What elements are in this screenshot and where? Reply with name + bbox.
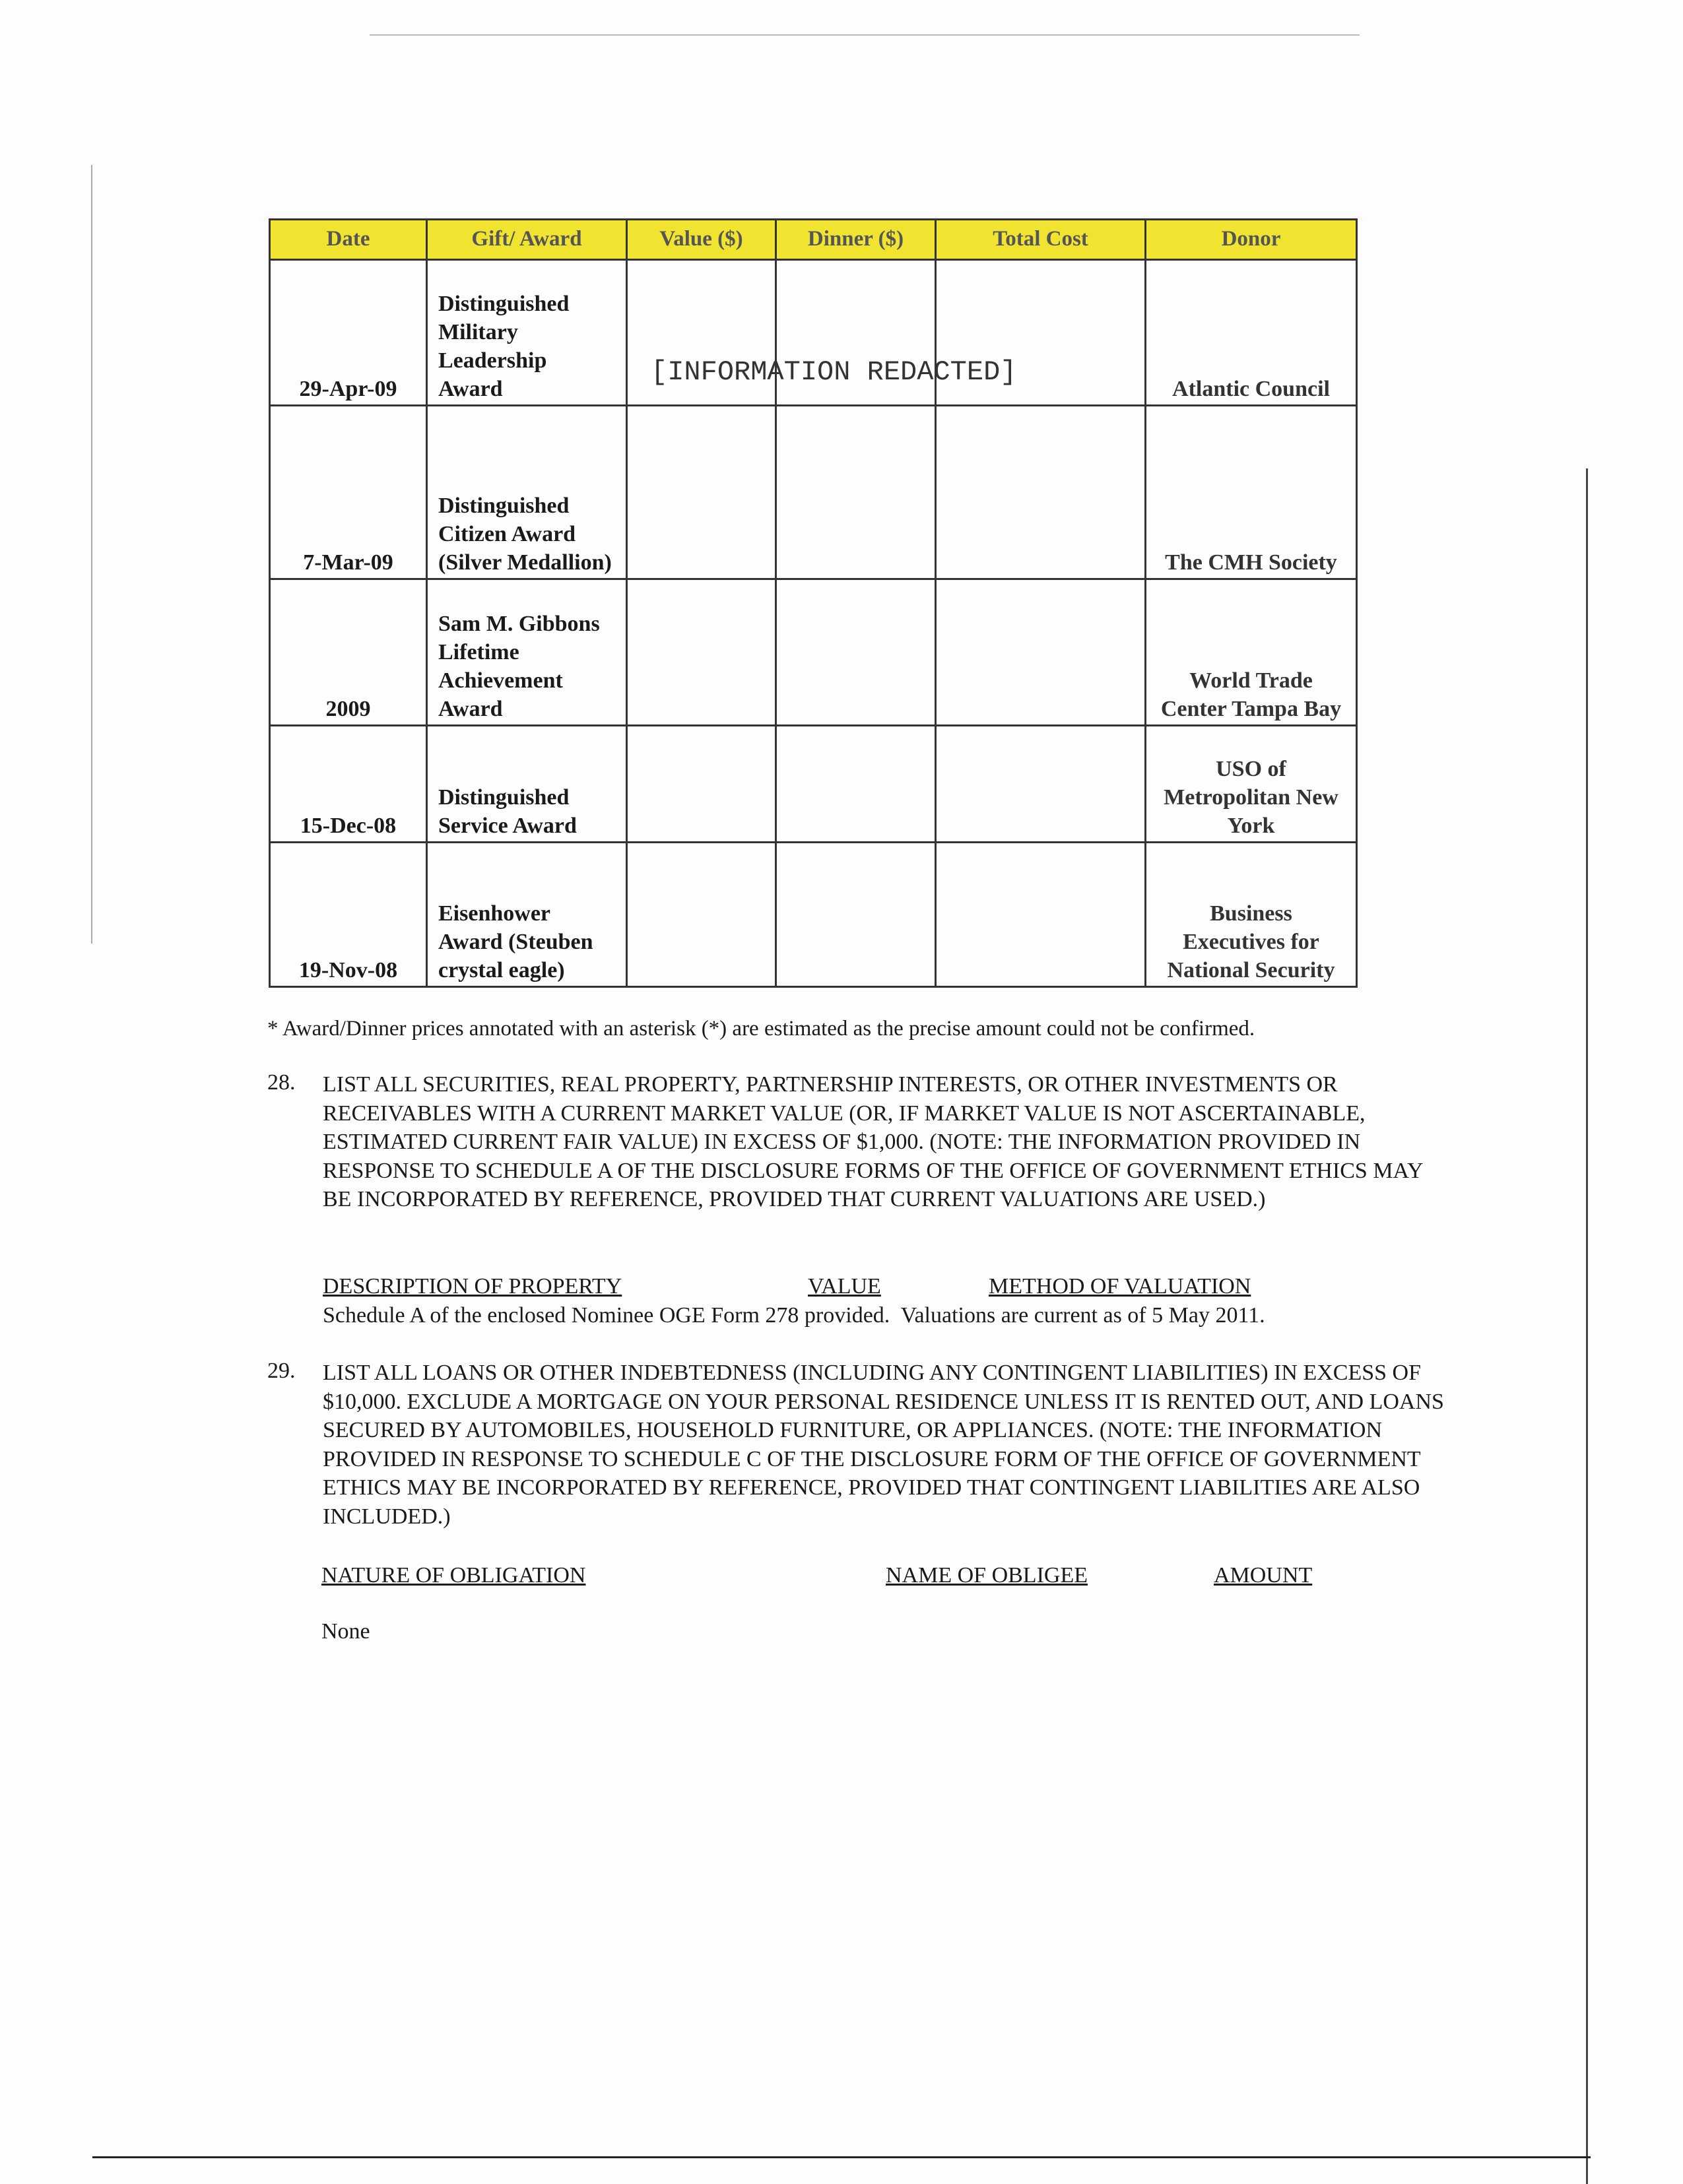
q28-answer: Schedule A of the enclosed Nominee OGE Form 278 provided. Valuations are current as of 5 May 2011. xyxy=(323,1303,1265,1328)
date-cell: 2009 xyxy=(270,579,427,726)
award-cell: Distinguished Citizen Award (Silver Medallion) xyxy=(427,406,627,579)
donor-cell: Atlantic Council xyxy=(1146,260,1357,406)
donor-cell: The CMH Society xyxy=(1146,406,1357,579)
q29-answer: None xyxy=(321,1619,370,1644)
footnote: * Award/Dinner prices annotated with an asterisk (*) are estimated as the precise amount could not be confirmed. xyxy=(267,1017,1255,1041)
q29-text: LIST ALL LOANS OR OTHER INDEBTEDNESS (INCLUDING ANY CONTINGENT LIABILITIES) IN EXCESS OF $10,000. EXCLUDE A MORTGAGE ON YOUR PERSONAL RESIDENCE UNLESS IT IS RENTED OUT, AND LOANS SECURED BY AUTOMOBILES, HOUSEHOLD FURNITURE, OR APPLIANCES. (NOTE: THE INFORMATION PROVIDED IN RESPONSE TO SCHEDULE C OF THE DISCLOSURE FORM OF THE OFFICE OF GOVERNMENT ETHICS MAY BE INCORPORATED BY REFERENCE, PROVIDED THAT CONTINGENT LIABILITIES ARE ALSO INCLUDED.) xyxy=(323,1361,1444,1529)
table-row xyxy=(270,843,1357,987)
award-cell: Sam M. Gibbons Lifetime Achievement Award xyxy=(427,579,627,726)
bottom-scan-line xyxy=(92,2156,1591,2158)
q29-col-nature: NATURE OF OBLIGATION xyxy=(321,1563,586,1588)
header-gift-award: Gift/ Award xyxy=(427,220,627,260)
top-scan-line xyxy=(370,34,1360,36)
donor-cell: USO of Metropolitan New York xyxy=(1146,726,1357,843)
date-cell: 15-Dec-08 xyxy=(270,726,427,843)
q29-col-obligee: NAME OF OBLIGEE xyxy=(886,1563,1088,1588)
date-cell: 29-Apr-09 xyxy=(270,260,427,406)
redaction-label: [INFORMATION REDACTED] xyxy=(651,356,1017,388)
q28-text: LIST ALL SECURITIES, REAL PROPERTY, PARTNERSHIP INTERESTS, OR OTHER INVESTMENTS OR RECEIVABLES WITH A CURRENT MARKET VALUE (OR, IF MARKET VALUE IS NOT ASCERTAINABLE, ESTIMATED CURRENT FAIR VALUE) IN EXCESS OF $1,000. (NOTE: THE INFORMATION PROVIDED IN RESPONSE TO SCHEDULE A OF THE DISCLOSURE FORMS OF THE OFFICE OF GOVERNMENT ETHICS MAY BE INCORPORATED BY REFERENCE, PROVIDED THAT CURRENT VALUATIONS ARE USED.) xyxy=(323,1072,1423,1211)
header-dinner: Dinner ($) xyxy=(776,220,936,260)
q29-col-amount: AMOUNT xyxy=(1214,1563,1313,1588)
header-date: Date xyxy=(270,220,427,260)
header-donor: Donor xyxy=(1146,220,1357,260)
q28-col-method: METHOD OF VALUATION xyxy=(989,1274,1251,1299)
q28-col-value: VALUE xyxy=(808,1274,881,1299)
date-cell: 7-Mar-09 xyxy=(270,406,427,579)
date-cell: 19-Nov-08 xyxy=(270,843,427,987)
table-row xyxy=(270,726,1357,843)
gifts-awards-table xyxy=(269,218,1358,988)
table-row xyxy=(270,406,1357,579)
donor-cell: World Trade Center Tampa Bay xyxy=(1146,579,1357,726)
donor-cell: Business Executives for National Security xyxy=(1146,843,1357,987)
header-value: Value ($) xyxy=(627,220,776,260)
award-cell: Distinguished Service Award xyxy=(427,726,627,843)
table-header-row xyxy=(270,220,1357,260)
header-total-cost: Total Cost xyxy=(936,220,1146,260)
q28-number: 28. xyxy=(267,1070,296,1095)
q29-number: 29. xyxy=(267,1359,296,1383)
table-row xyxy=(270,579,1357,726)
left-scan-line xyxy=(91,165,92,944)
right-scan-line xyxy=(1586,468,1588,2184)
award-cell: Eisenhower Award (Steuben crystal eagle) xyxy=(427,843,627,987)
award-cell: Distinguished Military Leadership Award xyxy=(427,260,627,406)
q28-col-description: DESCRIPTION OF PROPERTY xyxy=(323,1274,622,1299)
